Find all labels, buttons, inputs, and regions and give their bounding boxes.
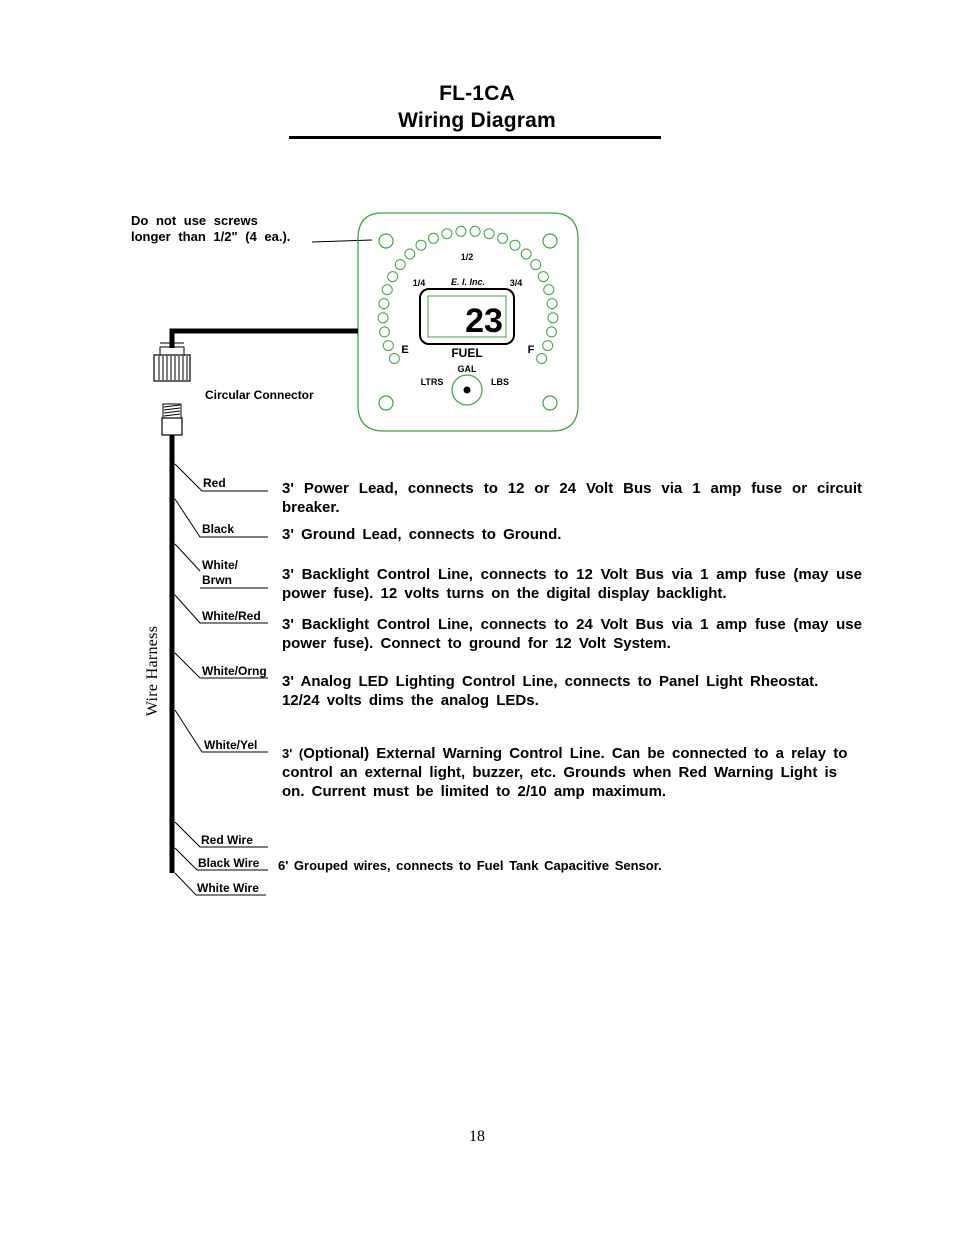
led-indicator — [484, 229, 494, 239]
led-indicator — [538, 272, 548, 282]
scale-half-label: 1/2 — [460, 252, 474, 262]
circular-connector-receptacle — [162, 404, 182, 435]
full-label: F — [527, 344, 535, 356]
led-indicator — [510, 240, 520, 250]
mount-hole-top-right — [543, 234, 557, 248]
led-indicator — [548, 313, 558, 323]
led-indicator — [395, 260, 405, 270]
wire-desc-black: 3' Ground Lead, connects to Ground. — [282, 526, 562, 543]
gal-label: GAL — [457, 364, 477, 374]
wire-label-white-yel: White/Yel — [204, 738, 258, 752]
digital-readout: 23 — [465, 302, 503, 340]
wire-desc-white-yel-text: Optional) External Warning Control Line. Can be connected to a relay to control an external light, buzzer, etc. Grounds when Red Warning Light is on. Current must be limited to 2/10 amp maximum. — [282, 745, 848, 800]
wire-label-sensor-black: Black Wire — [198, 856, 260, 870]
wire-desc-white-orng: 3' Analog LED Lighting Control Line, connects to Panel Light Rheostat. 12/24 volts dims the analog LEDs. — [282, 673, 819, 709]
wire-label-white-red: White/Red — [202, 609, 261, 623]
wire-label-black: Black — [202, 522, 235, 536]
connector-label: Circular Connector — [205, 388, 314, 402]
led-indicator — [379, 299, 389, 309]
fuel-gauge — [358, 213, 578, 431]
led-indicator — [544, 285, 554, 295]
screw-note-line2: longer than 1/2" (4 ea.). — [131, 229, 291, 244]
wire-desc-white-brwn: 3' Backlight Control Line, connects to 12 Volt Bus via 1 amp fuse (may use power fuse). 12 volts turns on the digital display backlight. — [282, 566, 862, 602]
lbs-label: LBS — [491, 377, 509, 387]
fuel-label: FUEL — [451, 346, 483, 360]
mount-hole-bottom-left — [379, 396, 393, 410]
harness-label: Wire Harness — [144, 625, 161, 717]
circular-connector-plug — [154, 343, 190, 381]
dimmer-knob-center — [464, 387, 471, 394]
led-indicator — [498, 233, 508, 243]
wire-label-red: Red — [203, 476, 226, 490]
sensor-wires-desc: 6' Grouped wires, connects to Fuel Tank Capacitive Sensor. — [278, 858, 662, 873]
wire-desc-red: 3' Power Lead, connects to 12 or 24 Volt Bus via 1 amp fuse or circuit breaker. — [282, 480, 862, 516]
scale-three-quarter-label: 3/4 — [509, 278, 523, 288]
mount-hole-top-left — [379, 234, 393, 248]
wire-label-white-brwn-line1: White/ — [202, 558, 238, 572]
ltrs-label: LTRS — [420, 377, 444, 387]
wire-desc-white-yel-prefix: 3' ( — [282, 746, 304, 761]
led-indicator — [378, 313, 388, 323]
diagram-title: FL-1CA — [439, 82, 515, 105]
led-indicator — [388, 272, 398, 282]
wire-label-sensor-white: White Wire — [197, 881, 259, 895]
led-indicator — [547, 299, 557, 309]
screw-note-line1: Do not use screws — [131, 213, 258, 228]
gauge-cable — [172, 331, 358, 348]
diagram-subtitle: Wiring Diagram — [398, 109, 556, 132]
led-indicator — [521, 249, 531, 259]
led-indicator — [456, 226, 466, 236]
led-indicator — [442, 229, 452, 239]
led-indicator — [428, 233, 438, 243]
maker-label: E. I. Inc. — [450, 277, 486, 287]
led-indicator — [416, 240, 426, 250]
led-indicator — [531, 260, 541, 270]
led-indicator — [547, 327, 557, 337]
led-indicator — [537, 354, 547, 364]
wire-label-white-brwn — [202, 558, 238, 588]
wire-label-white-brwn-line2: Brwn — [202, 573, 232, 587]
led-ring — [378, 226, 558, 363]
led-indicator — [470, 226, 480, 236]
led-indicator — [543, 341, 553, 351]
empty-label: E — [401, 344, 409, 356]
led-indicator — [383, 341, 393, 351]
wire-label-white-orng: White/Orng — [202, 664, 267, 678]
led-indicator — [380, 327, 390, 337]
led-indicator — [382, 285, 392, 295]
led-indicator — [405, 249, 415, 259]
wire-desc-white-red: 3' Backlight Control Line, connects to 24 Volt Bus via 1 amp fuse (may use power fuse). Connect to ground for 12 Volt System. — [282, 616, 862, 652]
wire-desc-white-yel — [282, 744, 852, 801]
mount-hole-bottom-right — [543, 396, 557, 410]
page-number: 18 — [469, 1128, 485, 1145]
wire-label-sensor-red: Red Wire — [201, 833, 253, 847]
screw-leader-line — [312, 240, 372, 242]
led-indicator — [389, 354, 399, 364]
branch-white-brwn-top — [175, 544, 200, 571]
scale-quarter-label: 1/4 — [412, 278, 426, 288]
